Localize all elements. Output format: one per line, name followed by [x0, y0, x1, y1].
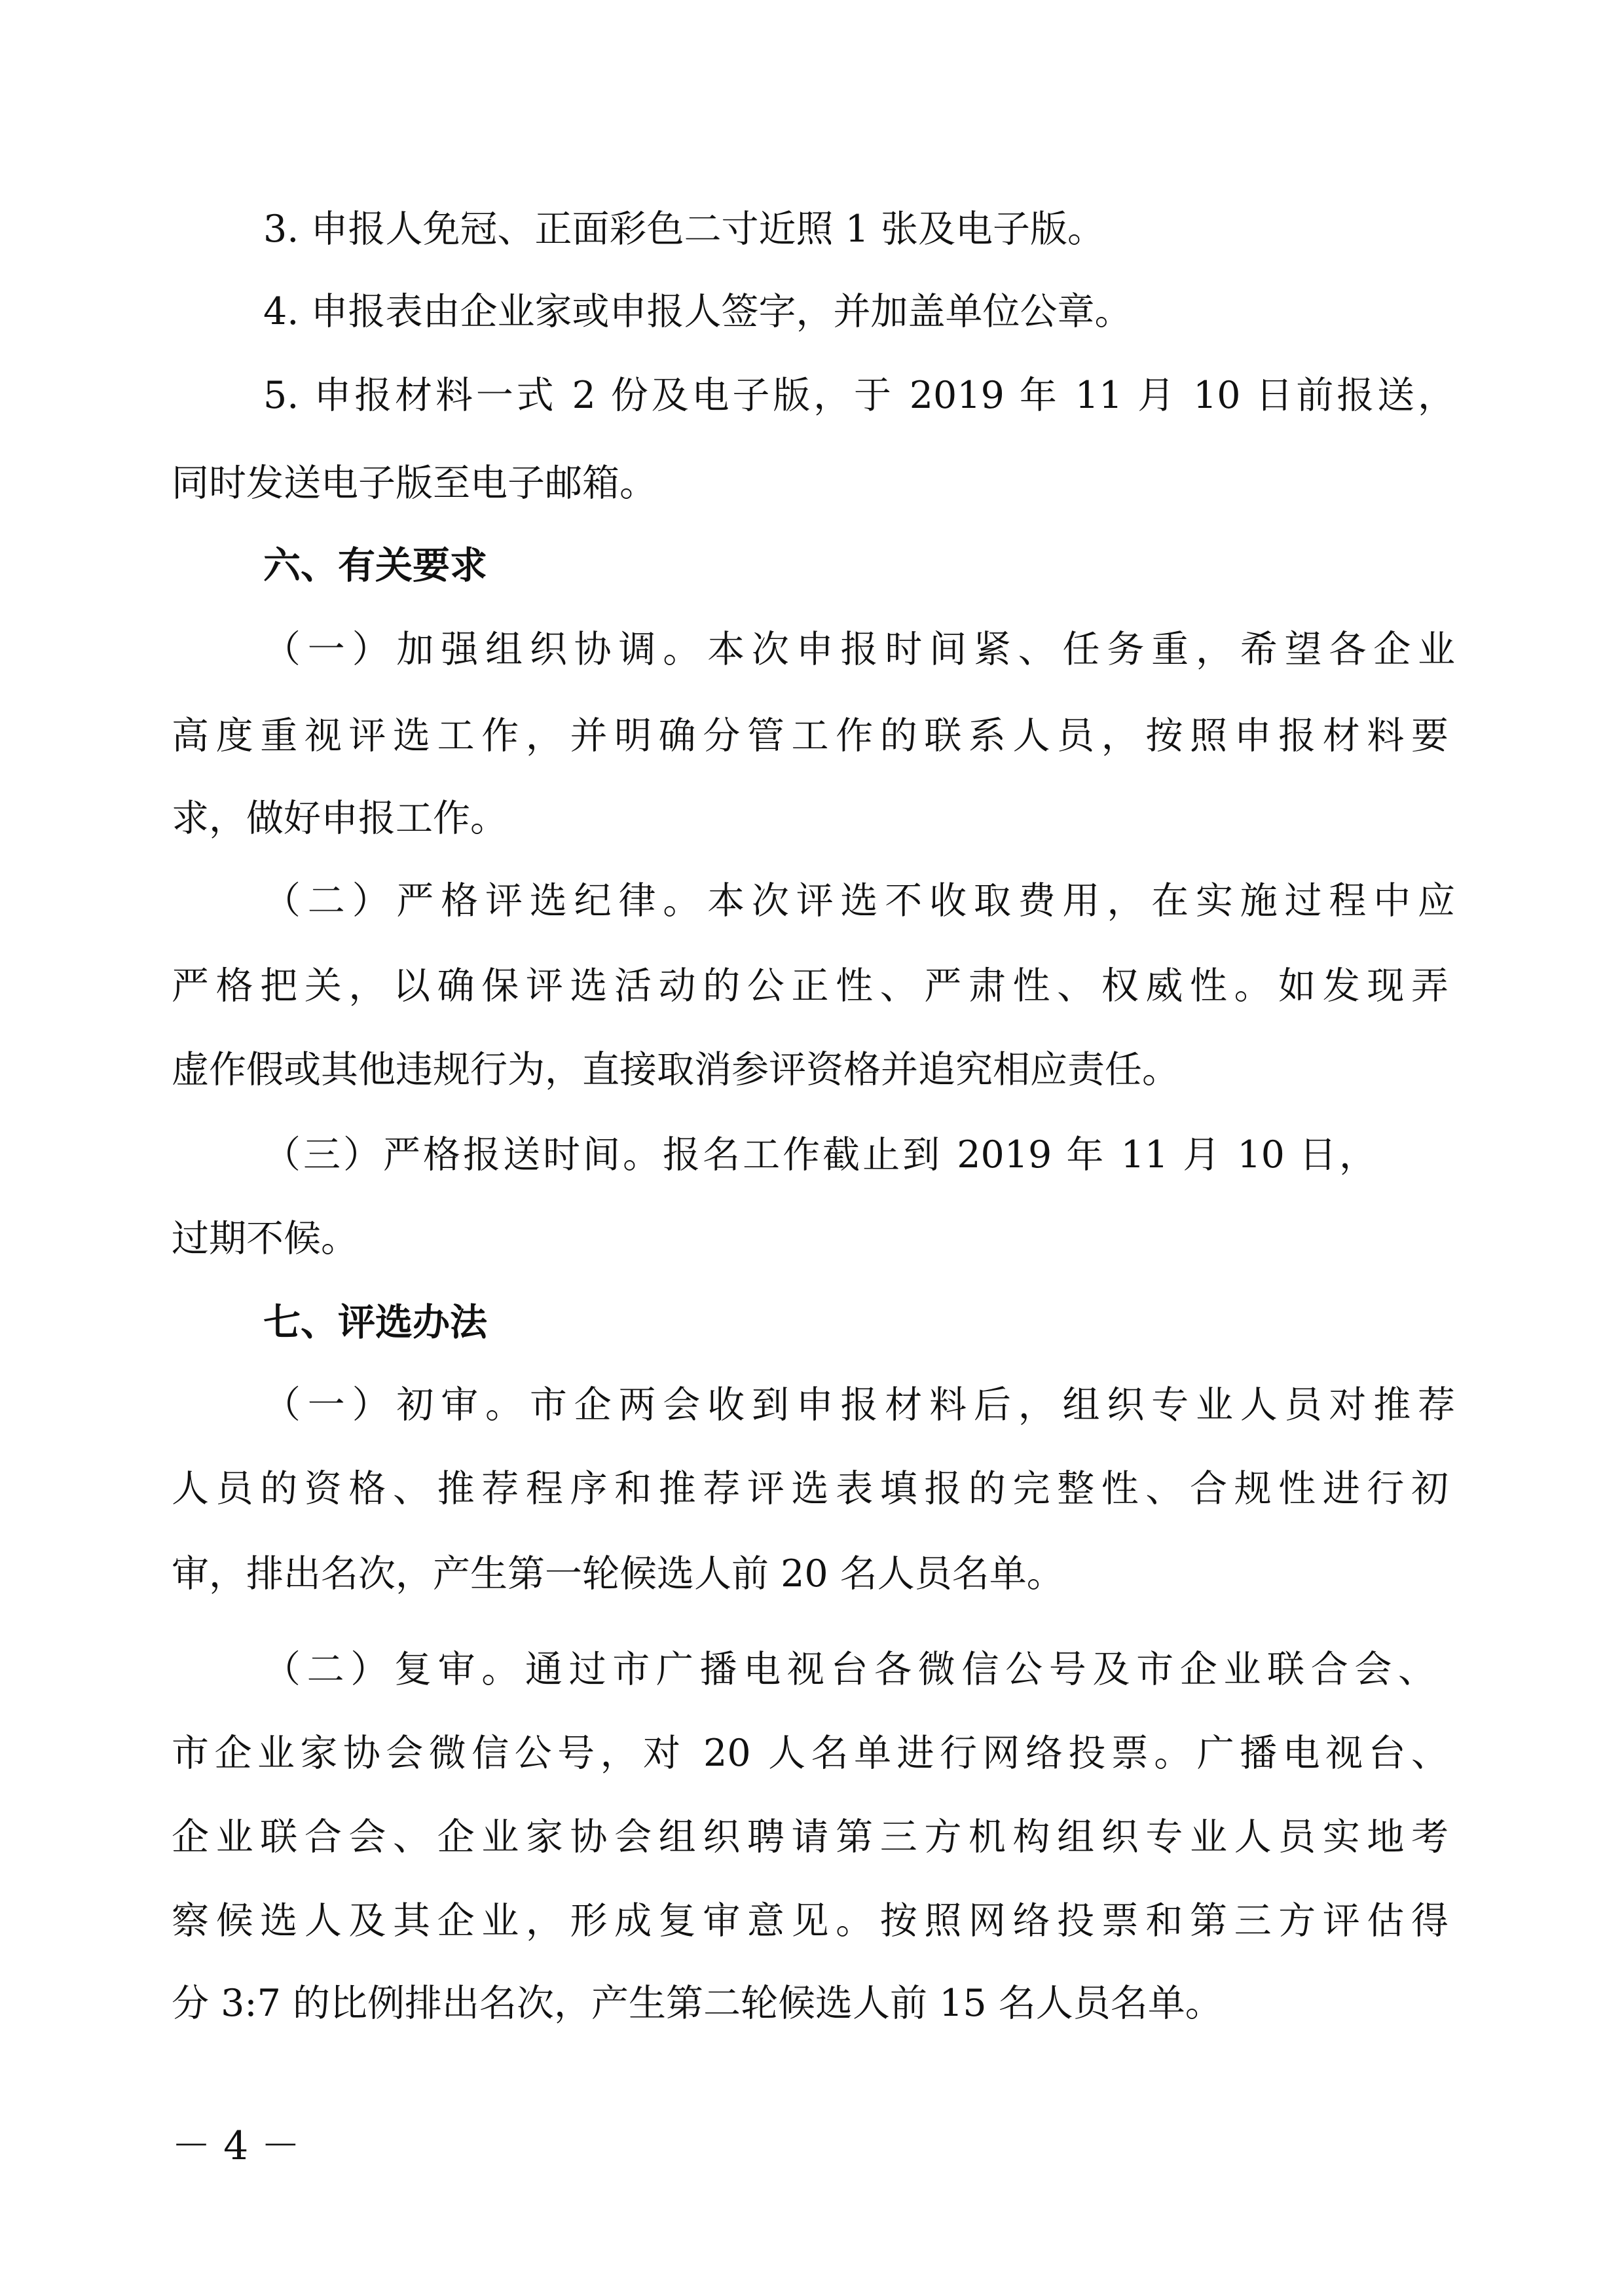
item-5-line: 5. 申报材料一式 2 份及电子版，于 2019 年 11 月 10 日前报送，: [263, 374, 1455, 417]
item-5-line: 同时发送电子版至电子邮箱。: [172, 462, 657, 505]
paragraph-line: 严格把关，以确保评选活动的公正性、严肃性、权威性。如发现弄: [172, 964, 1449, 1008]
paragraph-line: 人员的资格、推荐程序和推荐评选表填报的完整性、合规性进行初: [172, 1467, 1449, 1510]
paragraph-line: （二）严格评选纪律。本次评选不收取费用，在实施过程中应: [263, 879, 1455, 922]
paragraph-line: 高度重视评选工作，并明确分管工作的联系人员，按照申报材料要: [172, 714, 1449, 757]
paragraph-line: 察候选人及其企业，形成复审意见。按照网络投票和第三方评估得: [172, 1899, 1449, 1942]
paragraph-line: （二）复审。通过市广播电视台各微信公号及市企业联合会、: [263, 1648, 1435, 1691]
paragraph-line: （一）初审。市企两会收到申报材料后，组织专业人员对推荐: [263, 1383, 1455, 1427]
page-number: － 4 －: [172, 2123, 301, 2169]
paragraph-line: 审，排出名次，产生第一轮候选人前 20 名人员名单。: [172, 1552, 1064, 1595]
paragraph-line: 市企业家协会微信公号，对 20 人名单进行网络投票。广播电视台、: [172, 1732, 1449, 1775]
item-4-line: 4. 申报表由企业家或申报人签字，并加盖单位公章。: [263, 290, 1132, 333]
paragraph-line: 企业联合会、企业家协会组织聘请第三方机构组织专业人员实地考: [172, 1815, 1449, 1859]
paragraph-line: 求，做好申报工作。: [172, 797, 507, 840]
paragraph-line: （一）加强组织协调。本次申报时间紧、任务重，希望各企业: [263, 628, 1455, 671]
paragraph-line: 分 3:7 的比例排出名次，产生第二轮候选人前 15 名人员名单。: [172, 1982, 1223, 2025]
section-heading: 七、评选办法: [263, 1301, 487, 1344]
paragraph-line: 过期不候。: [172, 1217, 358, 1260]
section-heading: 六、有关要求: [263, 544, 487, 587]
paragraph-line: （三）严格报送时间。报名工作截止到 2019 年 11 月 10 日，: [263, 1133, 1376, 1176]
item-3-line: 3. 申报人免冠、正面彩色二寸近照 1 张及电子版。: [263, 208, 1105, 251]
paragraph-line: 虚作假或其他违规行为，直接取消参评资格并追究相应责任。: [172, 1048, 1179, 1091]
